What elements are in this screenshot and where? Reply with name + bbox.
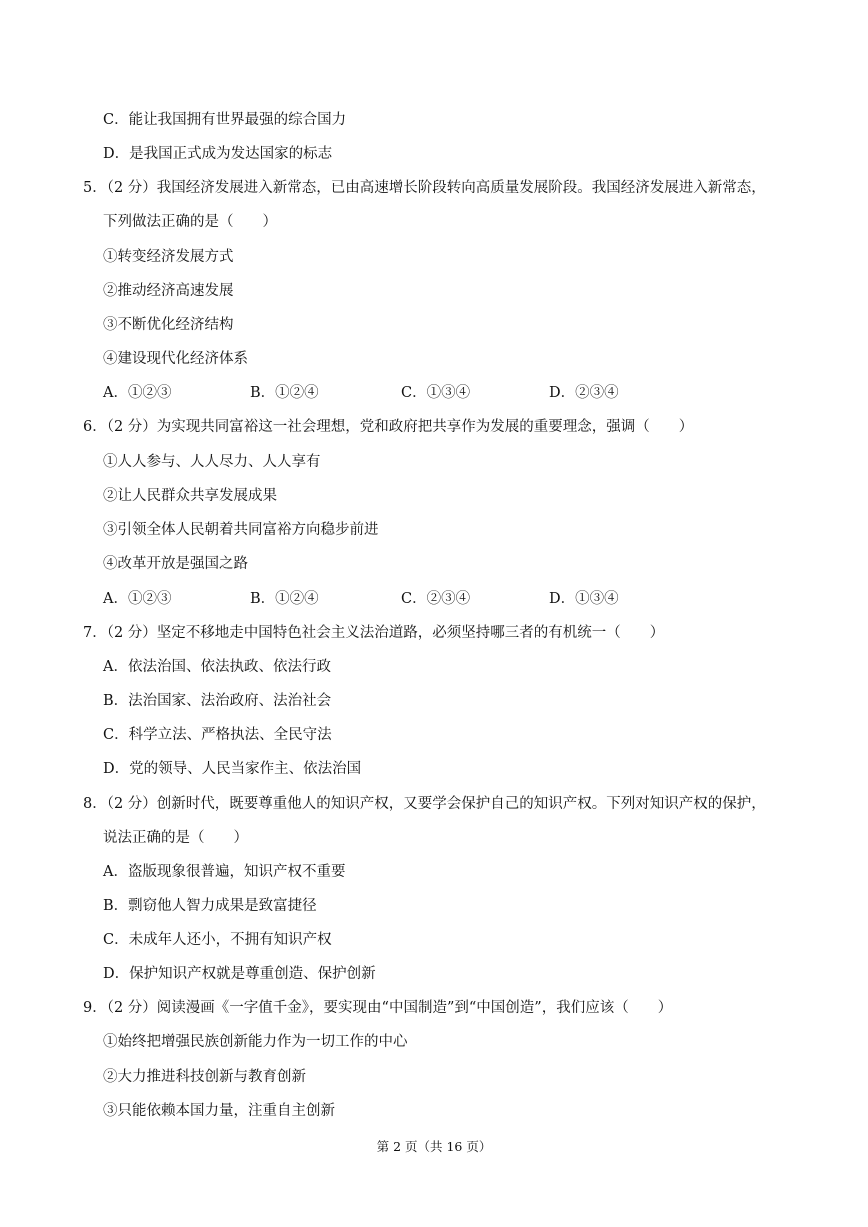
q4-option-d: D．是我国正式成为发达国家的标志 [103,146,333,162]
q6-item-3: ③引领全体人民朝着共同富裕方向稳步前进 [103,522,379,538]
q6-stem: 6．（2 分）为实现共同富裕这一社会理想，党和政府把共享作为发展的重要理念，强调（ ） [83,419,694,435]
q9-item-3: ③只能依赖本国力量，注重自主创新 [103,1103,335,1119]
q5-choice-a: A．①②③ [103,385,172,401]
q8-option-d: D．保护知识产权就是尊重创造、保护创新 [103,966,376,982]
q6-item-2: ②让人民群众共享发展成果 [103,488,277,504]
q6-choice-a: A．①②③ [103,591,172,607]
q9-stem: 9．（2 分）阅读漫画《一字值千金》，要实现由“中国制造”到“中国创造”，我们应该（ ） [83,1000,673,1016]
q6-item-4: ④改革开放是强国之路 [103,556,248,572]
q7-option-b: B．法治国家、法治政府、法治社会 [103,693,332,709]
q8-option-a: A．盗版现象很普遍，知识产权不重要 [103,864,346,880]
q7-option-a: A．依法治国、依法执政、依法行政 [103,659,331,675]
q9-item-2: ②大力推进科技创新与教育创新 [103,1069,306,1085]
q6-choice-b: B．①②④ [250,591,319,607]
q5-item-3: ③不断优化经济结构 [103,317,234,333]
q8-option-c: C．未成年人还小，不拥有知识产权 [103,932,332,948]
q9-item-1: ①始终把增强民族创新能力作为一切工作的中心 [103,1034,408,1050]
q6-item-1: ①人人参与、人人尽力、人人享有 [103,454,321,470]
q5-item-2: ②推动经济高速发展 [103,283,234,299]
q5-stem-cont: 下列做法正确的是（ ） [103,214,277,230]
q5-stem: 5．（2 分）我国经济发展进入新常态，已由高速增长阶段转向高质量发展阶段。我国经济发展进入新常态， [83,180,766,196]
page-footer: 第 2 页（共 16 页） [376,1139,492,1154]
q4-option-c: C．能让我国拥有世界最强的综合国力 [103,112,347,128]
q5-choice-b: B．①②④ [250,385,319,401]
q6-choice-c: C．②③④ [401,591,471,607]
q5-item-1: ①转变经济发展方式 [103,249,234,265]
q7-stem: 7．（2 分）坚定不移地走中国特色社会主义法治道路，必须坚持哪三者的有机统一（ ） [83,625,665,641]
q7-option-d: D．党的领导、人民当家作主、依法治国 [103,761,362,777]
q8-stem-cont: 说法正确的是（ ） [103,830,248,846]
q5-choice-d: D．②③④ [549,385,619,401]
q8-stem: 8．（2 分）创新时代，既要尊重他人的知识产权，又要学会保护自己的知识产权。下列对知识产权的保护， [83,796,766,812]
q5-item-4: ④建设现代化经济体系 [103,351,248,367]
q8-option-b: B．剽窃他人智力成果是致富捷径 [103,898,317,914]
q7-option-c: C．科学立法、严格执法、全民守法 [103,727,332,743]
q5-choice-c: C．①③④ [401,385,471,401]
q6-choice-d: D．①③④ [549,591,619,607]
